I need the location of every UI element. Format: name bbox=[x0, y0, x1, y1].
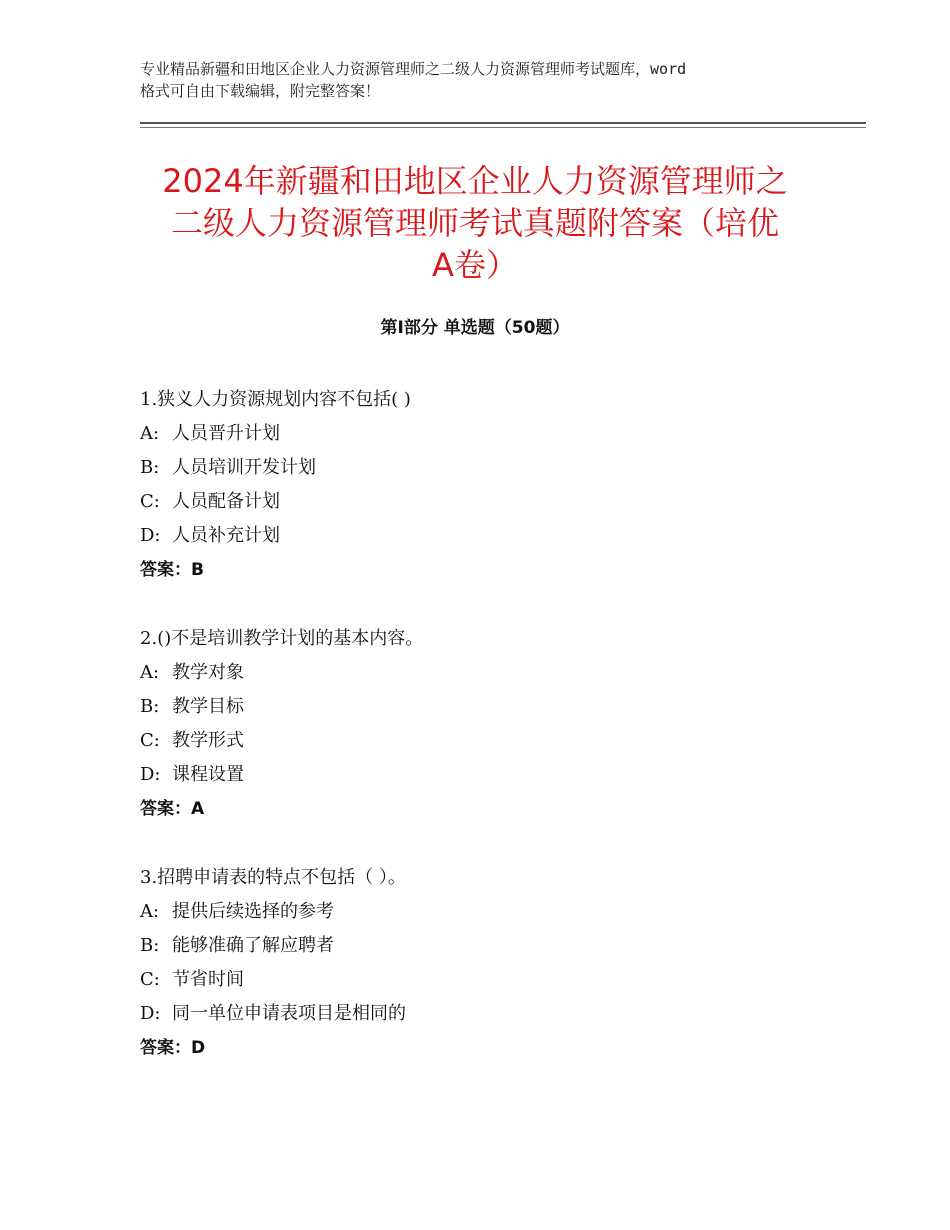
section-heading: 第Ⅰ部分 单选题（50题） bbox=[380, 318, 570, 338]
answer: 答案：D bbox=[140, 1038, 206, 1058]
option-label: C: bbox=[140, 730, 160, 751]
option-b bbox=[140, 690, 840, 724]
question-stem: 3.招聘申请表的特点不包括（ ）。 bbox=[140, 867, 406, 888]
answer: 答案：B bbox=[140, 560, 204, 580]
document-title bbox=[120, 160, 830, 286]
option-text: 教学目标 bbox=[172, 696, 244, 717]
title-line-3: A卷） bbox=[432, 246, 518, 284]
option-text: 课程设置 bbox=[172, 764, 244, 785]
option-text: 人员补充计划 bbox=[172, 525, 280, 546]
option-label: D: bbox=[140, 1003, 161, 1024]
option-b bbox=[140, 451, 840, 485]
header-divider-thick bbox=[140, 122, 866, 124]
option-a bbox=[140, 895, 840, 929]
option-d bbox=[140, 997, 840, 1031]
option-label: D: bbox=[140, 525, 161, 546]
option-label: A: bbox=[140, 901, 160, 922]
header-note-line-2: 格式可自由下载编辑，附完整答案！ bbox=[140, 82, 381, 100]
option-text: 节省时间 bbox=[172, 969, 244, 990]
title-line-1: 2024年新疆和田地区企业人力资源管理师之 bbox=[162, 162, 788, 200]
question-2 bbox=[140, 622, 840, 826]
option-label: B: bbox=[140, 457, 160, 478]
option-label: A: bbox=[140, 662, 160, 683]
option-label: C: bbox=[140, 969, 160, 990]
option-label: B: bbox=[140, 935, 160, 956]
option-a bbox=[140, 417, 840, 451]
option-label: D: bbox=[140, 764, 161, 785]
option-d bbox=[140, 758, 840, 792]
option-text: 提供后续选择的参考 bbox=[172, 901, 334, 922]
option-text: 人员配备计划 bbox=[172, 491, 280, 512]
option-d bbox=[140, 519, 840, 553]
option-text: 人员培训开发计划 bbox=[172, 457, 316, 478]
answer: 答案：A bbox=[140, 799, 205, 819]
option-text: 教学对象 bbox=[172, 662, 244, 683]
question-1 bbox=[140, 383, 840, 587]
option-label: C: bbox=[140, 491, 160, 512]
question-stem: 2.()不是培训教学计划的基本内容。 bbox=[140, 628, 424, 649]
option-text: 人员晋升计划 bbox=[172, 423, 280, 444]
option-a bbox=[140, 656, 840, 690]
question-list bbox=[140, 383, 840, 1100]
question-stem: 1.狭义人力资源规划内容不包括( ) bbox=[140, 389, 411, 410]
option-b bbox=[140, 929, 840, 963]
option-c bbox=[140, 963, 840, 997]
option-label: A: bbox=[140, 423, 160, 444]
option-text: 教学形式 bbox=[172, 730, 244, 751]
title-line-2: 二级人力资源管理师考试真题附答案（培优 bbox=[170, 204, 779, 242]
header-note-line-1: 专业精品新疆和田地区企业人力资源管理师之二级人力资源管理师考试题库，word bbox=[140, 60, 687, 78]
option-text: 同一单位申请表项目是相同的 bbox=[172, 1003, 406, 1024]
header-divider-thin bbox=[140, 127, 866, 128]
option-c bbox=[140, 724, 840, 758]
option-label: B: bbox=[140, 696, 160, 717]
question-3 bbox=[140, 861, 840, 1065]
option-text: 能够准确了解应聘者 bbox=[172, 935, 334, 956]
option-c bbox=[140, 485, 840, 519]
header-note bbox=[140, 58, 830, 102]
